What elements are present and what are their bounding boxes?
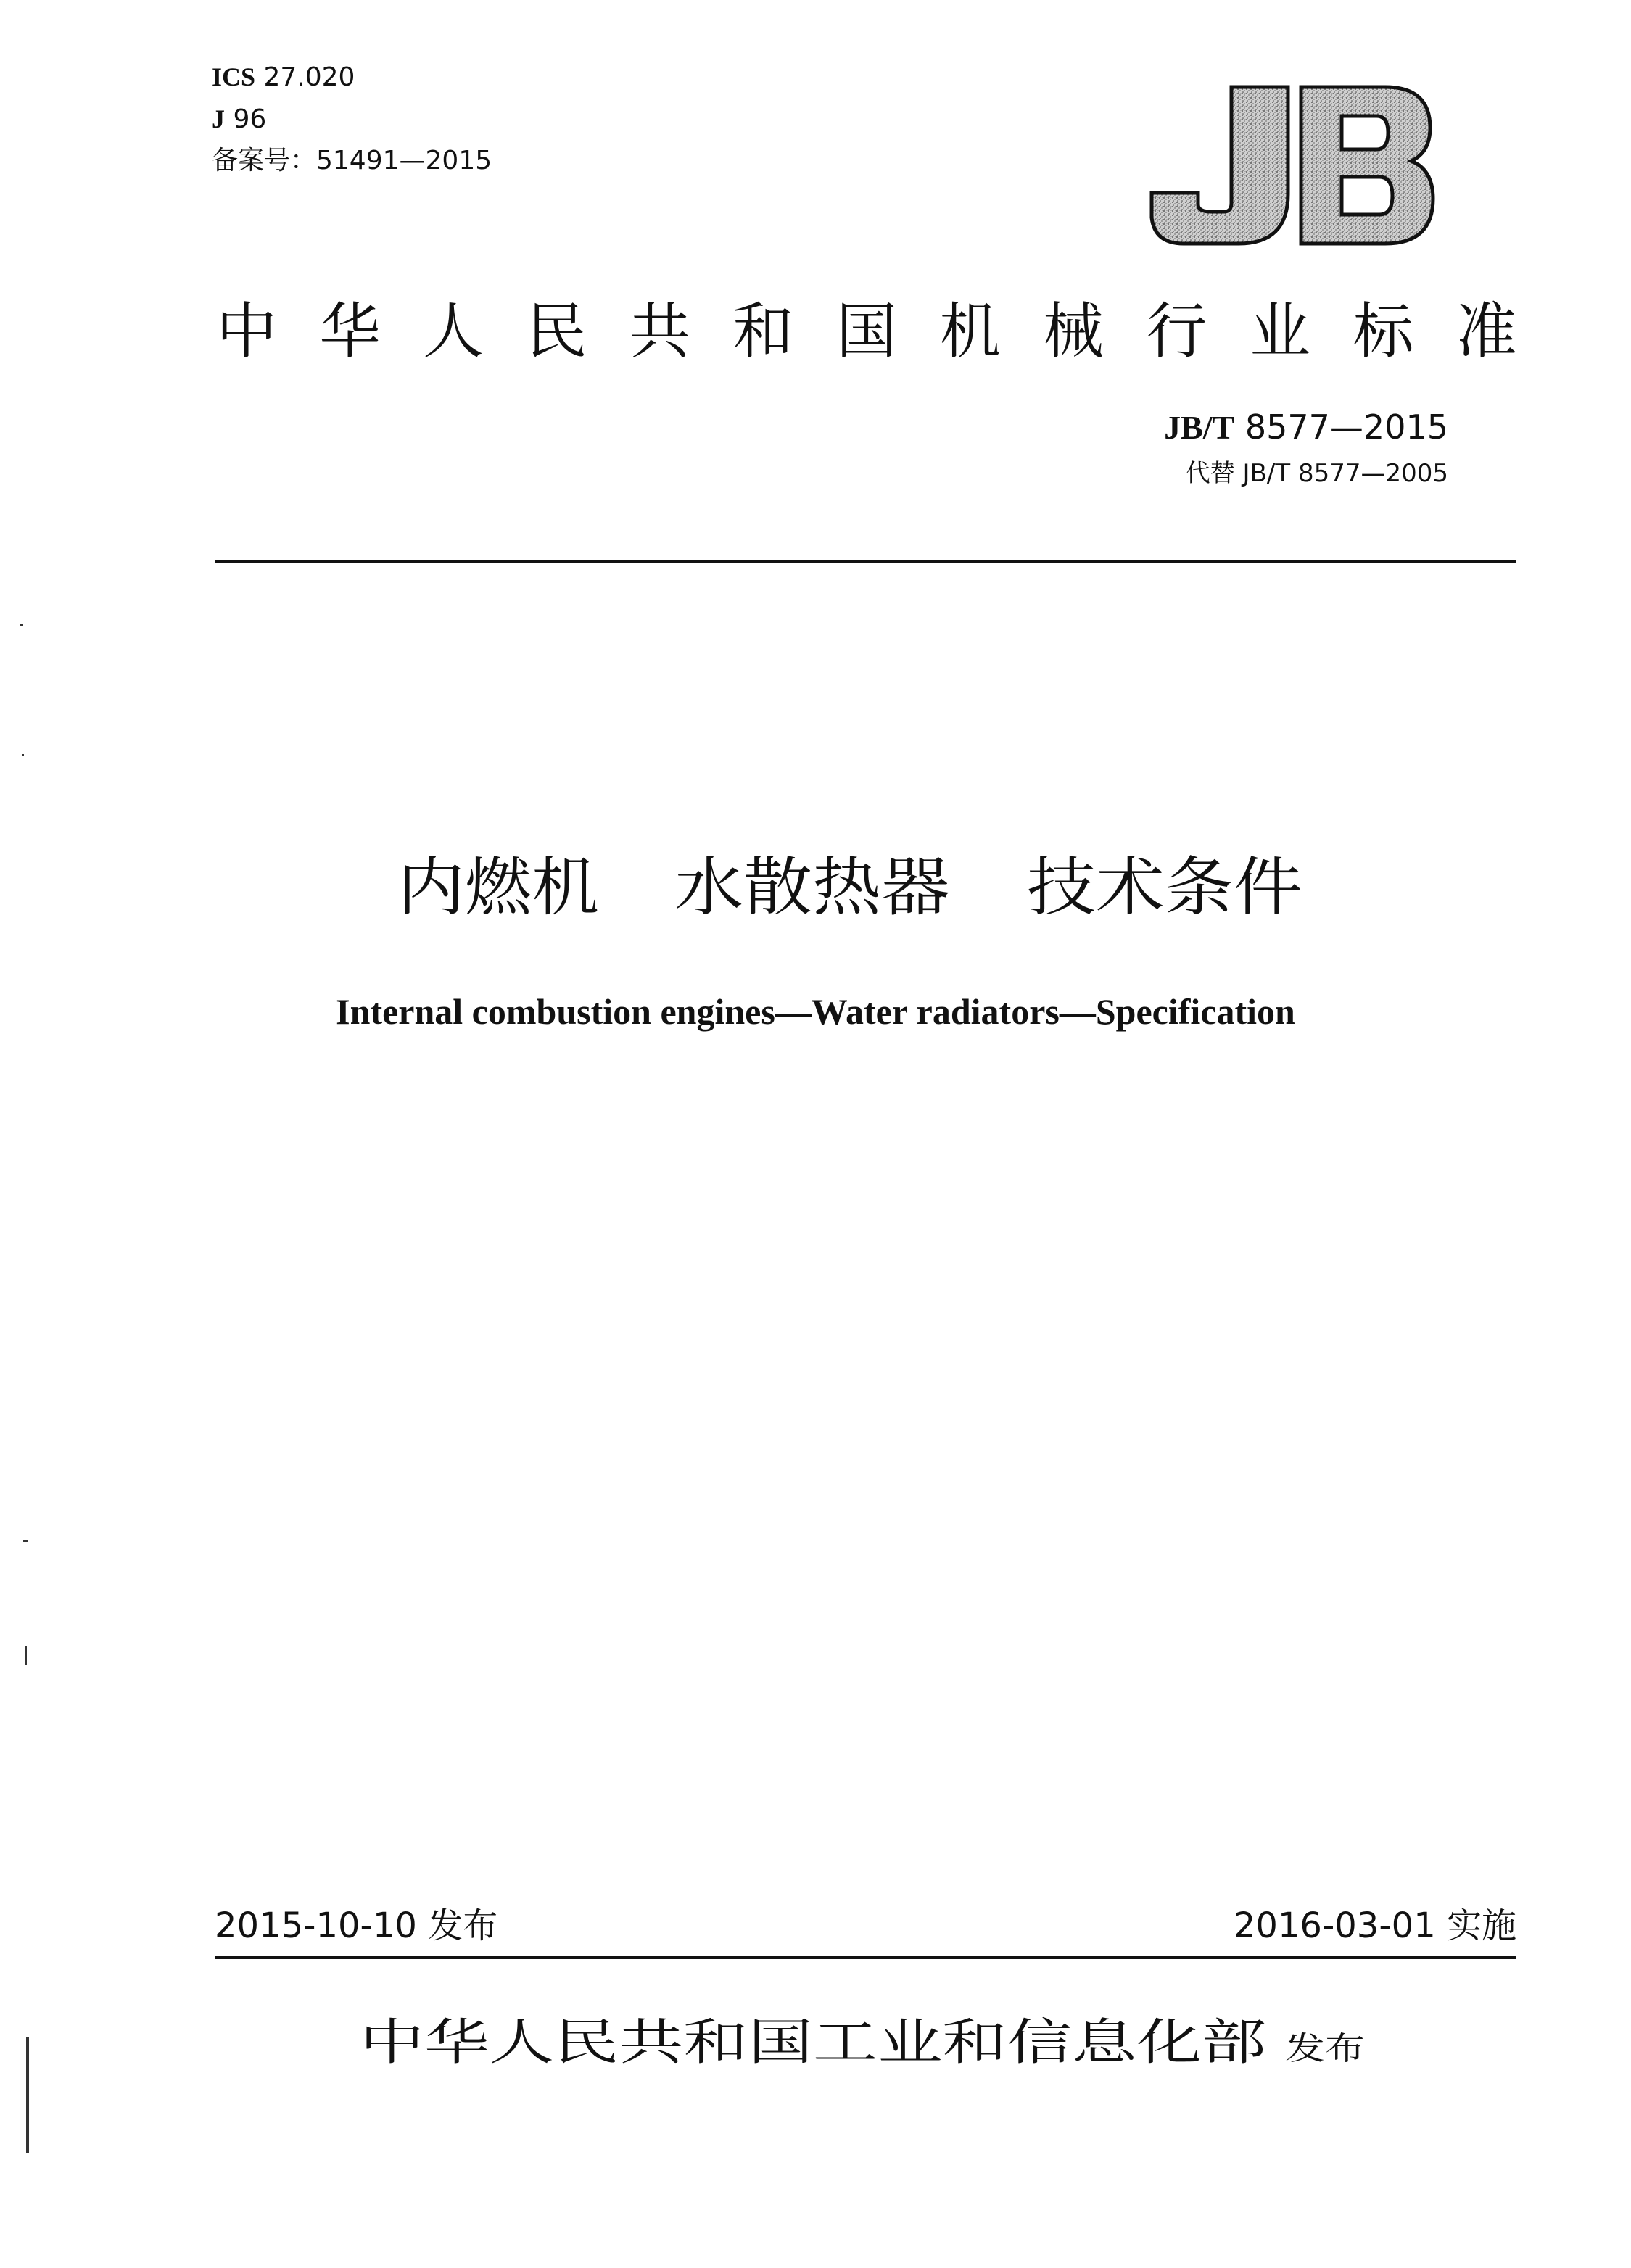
header-char: 华 <box>319 296 381 367</box>
issuer-name: 中华人民共和国工业和信息化部 <box>360 2014 1266 2072</box>
header-char: 共 <box>629 296 691 367</box>
header-char: 械 <box>1042 296 1104 367</box>
title-cn-part: 水散热器 <box>674 850 950 924</box>
title-cn <box>0 841 1631 928</box>
header-char: 人 <box>422 296 484 367</box>
issuer-suffix: 发布 <box>1285 2030 1365 2067</box>
record-number: 备案号：51491—2015 <box>212 146 492 175</box>
header-char: 机 <box>939 296 1001 367</box>
logo-letter-b <box>1301 87 1433 244</box>
issue-date: 2015-10-10 发布 <box>215 1905 498 1946</box>
header-char: 民 <box>526 296 587 367</box>
header-char: 行 <box>1146 296 1207 367</box>
scan-mark <box>23 1540 28 1542</box>
title-cn-parts <box>397 850 1302 924</box>
ccs-number: 96 <box>233 104 267 134</box>
header-divider <box>215 560 1516 563</box>
replaces-standard: 代替 JB/T 8577—2005 <box>1185 459 1448 488</box>
scan-mark <box>20 624 23 626</box>
header-char: 中 <box>215 296 278 367</box>
header-char: 准 <box>1455 296 1518 367</box>
title-en: Internal combustion engines—Water radiators—Specification <box>336 991 1295 1032</box>
issuer <box>0 2001 1631 2081</box>
main-header <box>0 286 1631 373</box>
header-char: 国 <box>835 296 898 367</box>
implementation-date: 2016-03-01 实施 <box>1233 1905 1516 1946</box>
title-cn-part: 内燃机 <box>397 850 599 924</box>
header-char: 业 <box>1249 296 1311 367</box>
scan-mark <box>25 1646 27 1665</box>
header-char: 标 <box>1353 296 1414 367</box>
ics-label: ICS <box>212 62 256 91</box>
title-cn-part: 技术条件 <box>1027 850 1302 924</box>
ccs-code <box>212 106 266 133</box>
scan-mark <box>26 2037 29 2153</box>
footer-divider <box>215 1956 1516 1959</box>
jb-logo <box>1146 80 1436 254</box>
standard-prefix: JB/T <box>1164 409 1235 446</box>
header-char: 和 <box>732 296 794 367</box>
header-title <box>216 296 1517 367</box>
ics-code <box>212 64 355 91</box>
scan-mark <box>22 754 24 756</box>
standard-number <box>1164 407 1448 447</box>
logo-letter-j <box>1152 87 1288 244</box>
ccs-label: J <box>212 104 225 133</box>
ics-number: 27.020 <box>263 62 355 92</box>
standard-code: 8577—2015 <box>1244 407 1448 447</box>
